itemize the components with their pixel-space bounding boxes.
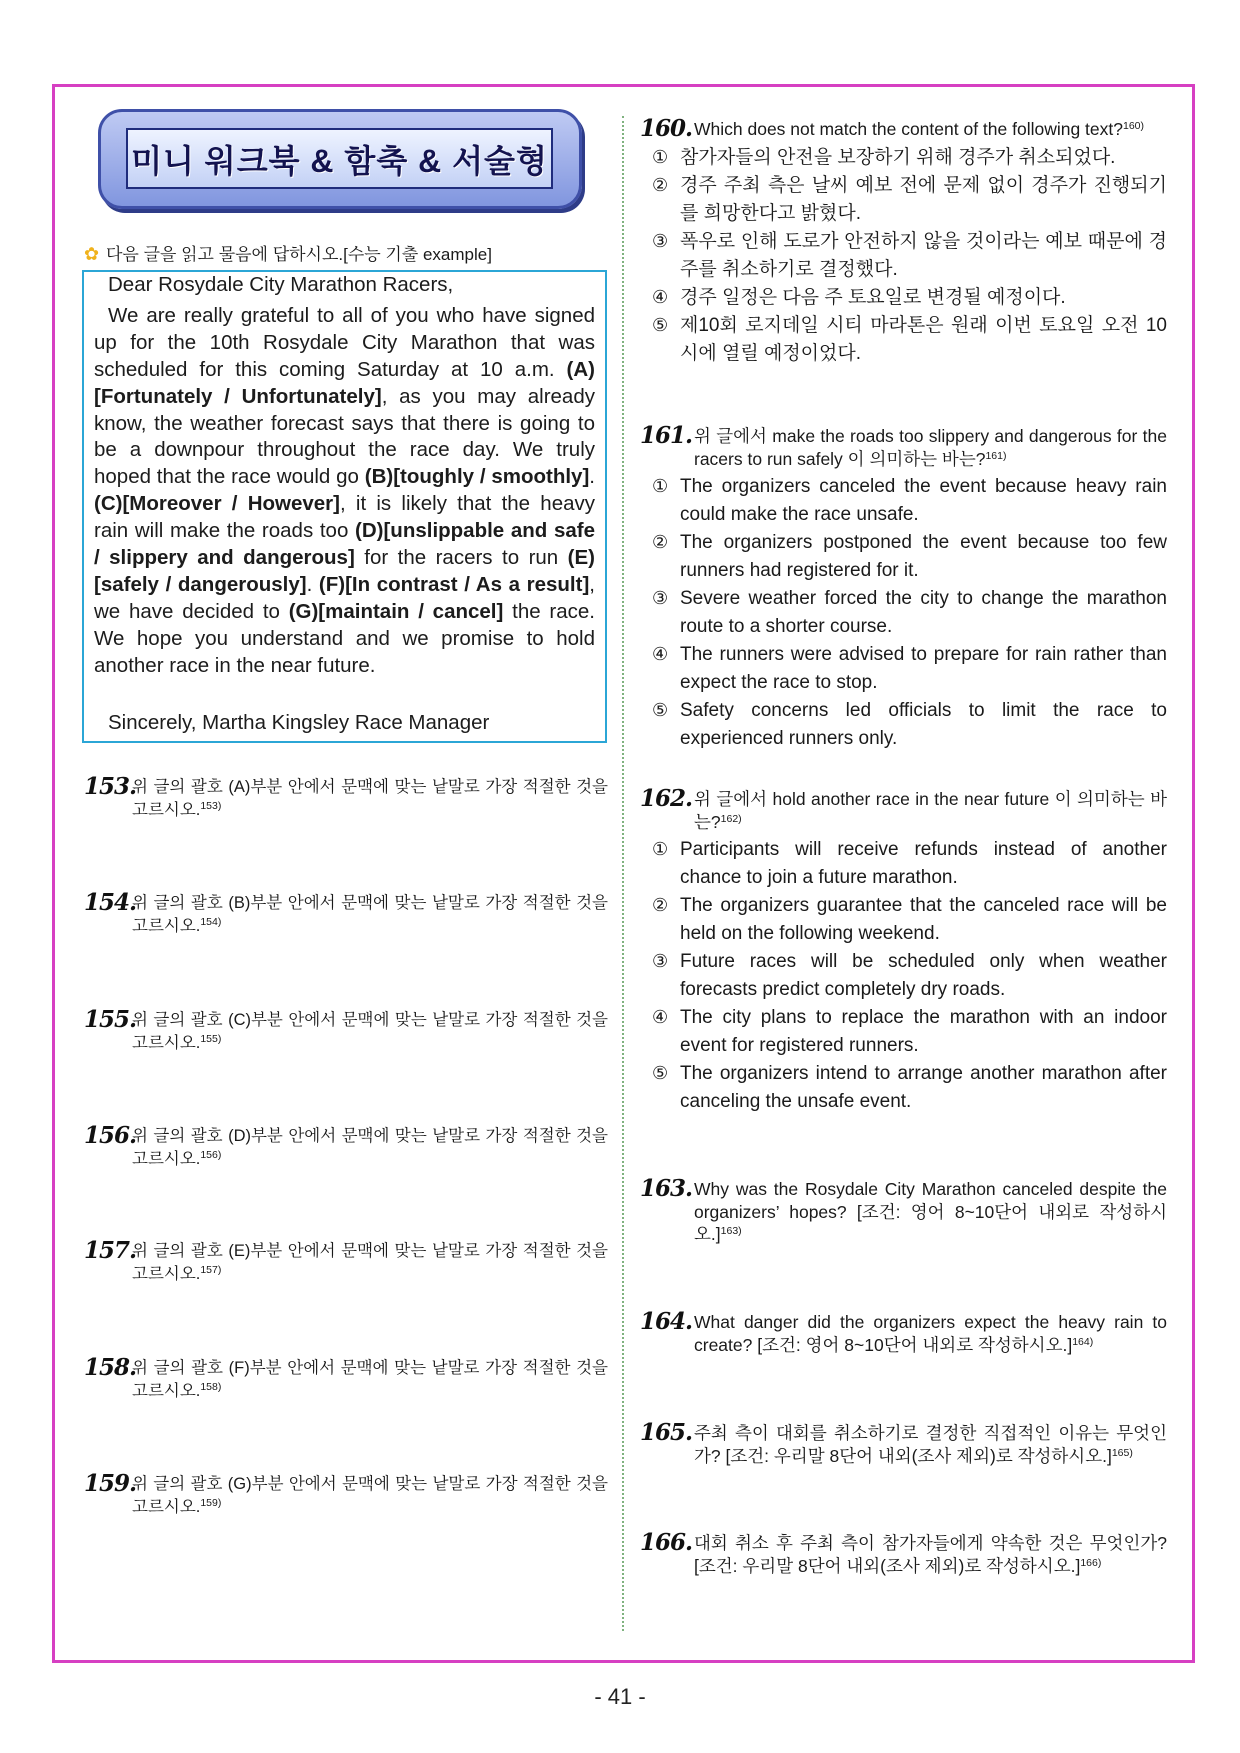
question-157 (84, 1237, 608, 1285)
column-divider (622, 116, 624, 1631)
question-number: 156. (84, 1122, 137, 1149)
option-4[interactable] (640, 284, 1167, 312)
question-164 (640, 1308, 1167, 1356)
option-text: 경주 일정은 다음 주 토요일로 변경될 예정이다. (680, 286, 1066, 308)
question-number: 158. (84, 1354, 137, 1381)
footnote-marker: 164) (1072, 1335, 1094, 1348)
question-number: 159. (84, 1470, 137, 1497)
question-text (132, 1240, 608, 1285)
option-text: The city plans to replace the marathon with an indoor event for registered runners. (680, 1007, 1167, 1056)
question-162 (640, 785, 1167, 1116)
footnote-marker: 153) (200, 799, 222, 812)
question-155 (84, 1006, 608, 1054)
option-marker: ① (652, 839, 669, 860)
page-number: - 41 - (594, 1684, 646, 1709)
question-number: 164. (640, 1308, 693, 1335)
question-prompt: Why was the Rosydale City Marathon canceled despite the organizers’ hopes? [조건: 영어 8~10단어 내외로 작성하시오.] (694, 1179, 1167, 1244)
body-text: . (306, 572, 319, 596)
option-marker: ① (652, 146, 669, 168)
flower-icon (84, 242, 106, 266)
option-1[interactable] (640, 473, 1167, 529)
question-prompt: 위 글의 괄호 (G)부분 안에서 문맥에 맞는 낱말로 가장 적절한 것을 고르시오. (132, 1475, 608, 1516)
option-marker: ⑤ (652, 700, 669, 721)
question-166 (640, 1529, 1167, 1577)
footnote-marker: 161) (985, 449, 1007, 462)
option-marker: ③ (652, 230, 669, 252)
question-text (132, 892, 608, 937)
question-prompt: 위 글의 괄호 (E)부분 안에서 문맥에 맞는 낱말로 가장 적절한 것을 고르시오. (132, 1242, 608, 1283)
footnote-marker: 166) (1080, 1556, 1102, 1569)
footnote-marker: 155) (200, 1032, 222, 1045)
question-text (132, 1357, 608, 1402)
option-1[interactable] (640, 144, 1167, 172)
option-text: The organizers guarantee that the canceled race will be held on the following weekend. (680, 895, 1167, 944)
option-3[interactable] (640, 585, 1167, 641)
footnote-marker: 158) (200, 1380, 222, 1393)
option-4[interactable] (640, 1004, 1167, 1060)
question-prompt: 위 글의 괄호 (A)부분 안에서 문맥에 맞는 낱말로 가장 적절한 것을 고르시오. (132, 778, 608, 819)
question-number: 153. (84, 773, 137, 800)
option-marker: ④ (652, 1007, 669, 1028)
option-text: The organizers postponed the event because too few runners had registered for it. (680, 532, 1167, 581)
footnote-marker: 157) (200, 1263, 222, 1276)
question-prompt: 위 글의 괄호 (C)부분 안에서 문맥에 맞는 낱말로 가장 적절한 것을 고르시오. (132, 1011, 608, 1052)
choice-d: (D)[unslippable and safe / slippery and dangerous] (94, 519, 595, 570)
option-marker: ④ (652, 644, 669, 665)
body-text: , as you may already know, the weather forecast says that there is going to be a downpour throughout the race day. We truly hoped that the race would go (94, 384, 595, 489)
choice-a: (A)[Fortunately / Unfortunately] (94, 357, 595, 408)
body-text: We are really grateful to all of you who have signed up for the 10th Rosydale City Marathon that was scheduled for this coming Saturday at 10 a.m. (94, 303, 595, 381)
question-number: 160. (640, 115, 693, 142)
question-text (694, 118, 1167, 141)
footnote-marker: 159) (200, 1496, 222, 1509)
question-165 (640, 1419, 1167, 1467)
question-prompt: What danger did the organizers expect the heavy rain to create? [조건: 영어 8~10단어 내외로 작성하시오.] (694, 1312, 1167, 1355)
option-text: Safety concerns led officials to limit the race to experienced runners only. (680, 700, 1167, 749)
option-5[interactable] (640, 312, 1167, 368)
instruction (84, 242, 492, 266)
question-prompt: 위 글의 괄호 (F)부분 안에서 문맥에 맞는 낱말로 가장 적절한 것을 고르시오. (132, 1359, 608, 1400)
choice-g: (G)[maintain / cancel] (288, 599, 504, 623)
body-text: , it is likely that the heavy rain will make the roads too (94, 492, 595, 543)
option-marker: ④ (652, 286, 669, 308)
question-text (132, 1009, 608, 1054)
question-number: 155. (84, 1006, 137, 1033)
question-prompt: 주최 측이 대회를 취소하기로 결정한 직접적인 이유는 무엇인가? [조건: 우리말 8단어 내외(조사 제외)로 작성하시오.] (694, 1423, 1167, 1466)
body-text: for the racers to run (354, 546, 568, 570)
question-text (132, 776, 608, 821)
question-text (694, 1422, 1167, 1467)
question-prompt: 대회 취소 후 주최 측이 참가자들에게 약속한 것은 무엇인가? [조건: 우리말 8단어 내외(조사 제외)로 작성하시오.] (694, 1533, 1167, 1576)
option-marker: ③ (652, 588, 669, 609)
question-prompt: 위 글의 괄호 (B)부분 안에서 문맥에 맞는 낱말로 가장 적절한 것을 고르시오. (132, 894, 608, 935)
option-1[interactable] (640, 836, 1167, 892)
option-text: Severe weather forced the city to change the marathon route to a shorter course. (680, 588, 1167, 637)
option-3[interactable] (640, 948, 1167, 1004)
question-number: 154. (84, 889, 137, 916)
question-154 (84, 889, 608, 937)
question-153 (84, 773, 608, 821)
letter-greeting: Dear Rosydale City Marathon Racers, (108, 273, 454, 296)
page-title: 미니 워크북 & 함축 & 서술형 (126, 128, 553, 189)
option-4[interactable] (640, 641, 1167, 697)
option-text: 폭우로 인해 도로가 안전하지 않을 것이라는 예보 때문에 경주를 취소하기로 결정했다. (680, 230, 1167, 280)
question-text (694, 1311, 1167, 1356)
answer-options (640, 836, 1167, 1116)
question-text (694, 788, 1167, 833)
question-163 (640, 1175, 1167, 1246)
option-marker: ③ (652, 951, 669, 972)
option-text: The organizers canceled the event because heavy rain could make the race unsafe. (680, 476, 1167, 525)
question-prompt: 위 글의 괄호 (D)부분 안에서 문맥에 맞는 낱말로 가장 적절한 것을 고르시오. (132, 1127, 608, 1168)
question-number: 163. (640, 1175, 693, 1202)
footnote-marker: 165) (1111, 1446, 1133, 1459)
option-text: The runners were advised to prepare for rain rather than expect the race to stop. (680, 644, 1167, 693)
option-marker: ② (652, 174, 669, 196)
body-text: , we have decided to (94, 572, 595, 623)
option-text: Future races will be scheduled only when weather forecasts predict completely dry roads. (680, 951, 1167, 1000)
question-prompt: 위 글에서 make the roads too slippery and dangerous for the racers to run safely 이 의미하는 바는? (694, 426, 1167, 469)
option-5[interactable] (640, 1060, 1167, 1116)
footnote-marker: 156) (200, 1148, 222, 1161)
option-marker: ⑤ (652, 314, 669, 336)
footnote-marker: 154) (200, 915, 222, 928)
choice-b: (B)[toughly / smoothly] (364, 465, 590, 489)
answer-options (640, 144, 1167, 368)
option-2[interactable] (640, 529, 1167, 585)
question-number: 161. (640, 422, 693, 449)
choice-e: (E)[safely / dangerously] (94, 546, 595, 596)
passage-box (82, 270, 607, 743)
question-text (132, 1473, 608, 1518)
choice-c: (C)[Moreover / However] (94, 492, 340, 516)
option-3[interactable] (640, 228, 1167, 284)
question-156 (84, 1122, 608, 1170)
question-prompt: Which does not match the content of the following text? (694, 119, 1123, 139)
letter-closing: Sincerely, Martha Kingsley Race Manager (108, 711, 490, 735)
question-text (132, 1125, 608, 1170)
question-number: 165. (640, 1419, 693, 1446)
footnote-marker: 163) (720, 1225, 742, 1237)
option-marker: ② (652, 532, 669, 553)
question-prompt: 위 글에서 hold another race in the near future 이 의미하는 바는? (694, 789, 1167, 832)
question-text (694, 425, 1167, 470)
choice-f: (F)[In contrast / As a result] (318, 572, 590, 596)
option-text: The organizers intend to arrange another marathon after canceling the unsafe event. (680, 1063, 1167, 1112)
option-marker: ⑤ (652, 1063, 669, 1084)
question-number: 166. (640, 1529, 693, 1556)
answer-options (640, 473, 1167, 753)
question-text (694, 1178, 1167, 1246)
question-161 (640, 422, 1167, 753)
instruction-text: 다음 글을 읽고 물음에 답하시오.[수능 기출 example] (106, 245, 492, 264)
option-text: 제10회 로지데일 시티 마라톤은 원래 이번 토요일 오전 10시에 열릴 예정이었다. (680, 314, 1167, 364)
option-text: 경주 주최 측은 날씨 예보 전에 문제 없이 경주가 진행되기를 희망한다고 밝혔다. (680, 174, 1167, 224)
question-text (694, 1532, 1167, 1577)
question-158 (84, 1354, 608, 1402)
question-number: 162. (640, 785, 693, 812)
footnote-marker: 162) (720, 812, 742, 825)
option-text: 참가자들의 안전을 보장하기 위해 경주가 취소되었다. (680, 146, 1116, 168)
option-text: Participants will receive refunds instead of another chance to join a future marathon. (680, 839, 1167, 888)
body-text: the race. We hope you understand and we promise to hold another race in the near future. (94, 599, 595, 677)
question-number: 157. (84, 1237, 137, 1264)
footnote-marker: 160) (1123, 120, 1145, 132)
question-160 (640, 115, 1167, 368)
option-marker: ① (652, 476, 669, 497)
body-text: . (589, 465, 595, 489)
letter-body (94, 303, 595, 707)
question-159 (84, 1470, 608, 1518)
option-5[interactable] (640, 697, 1167, 753)
option-2[interactable] (640, 892, 1167, 948)
option-2[interactable] (640, 172, 1167, 228)
option-marker: ② (652, 895, 669, 916)
